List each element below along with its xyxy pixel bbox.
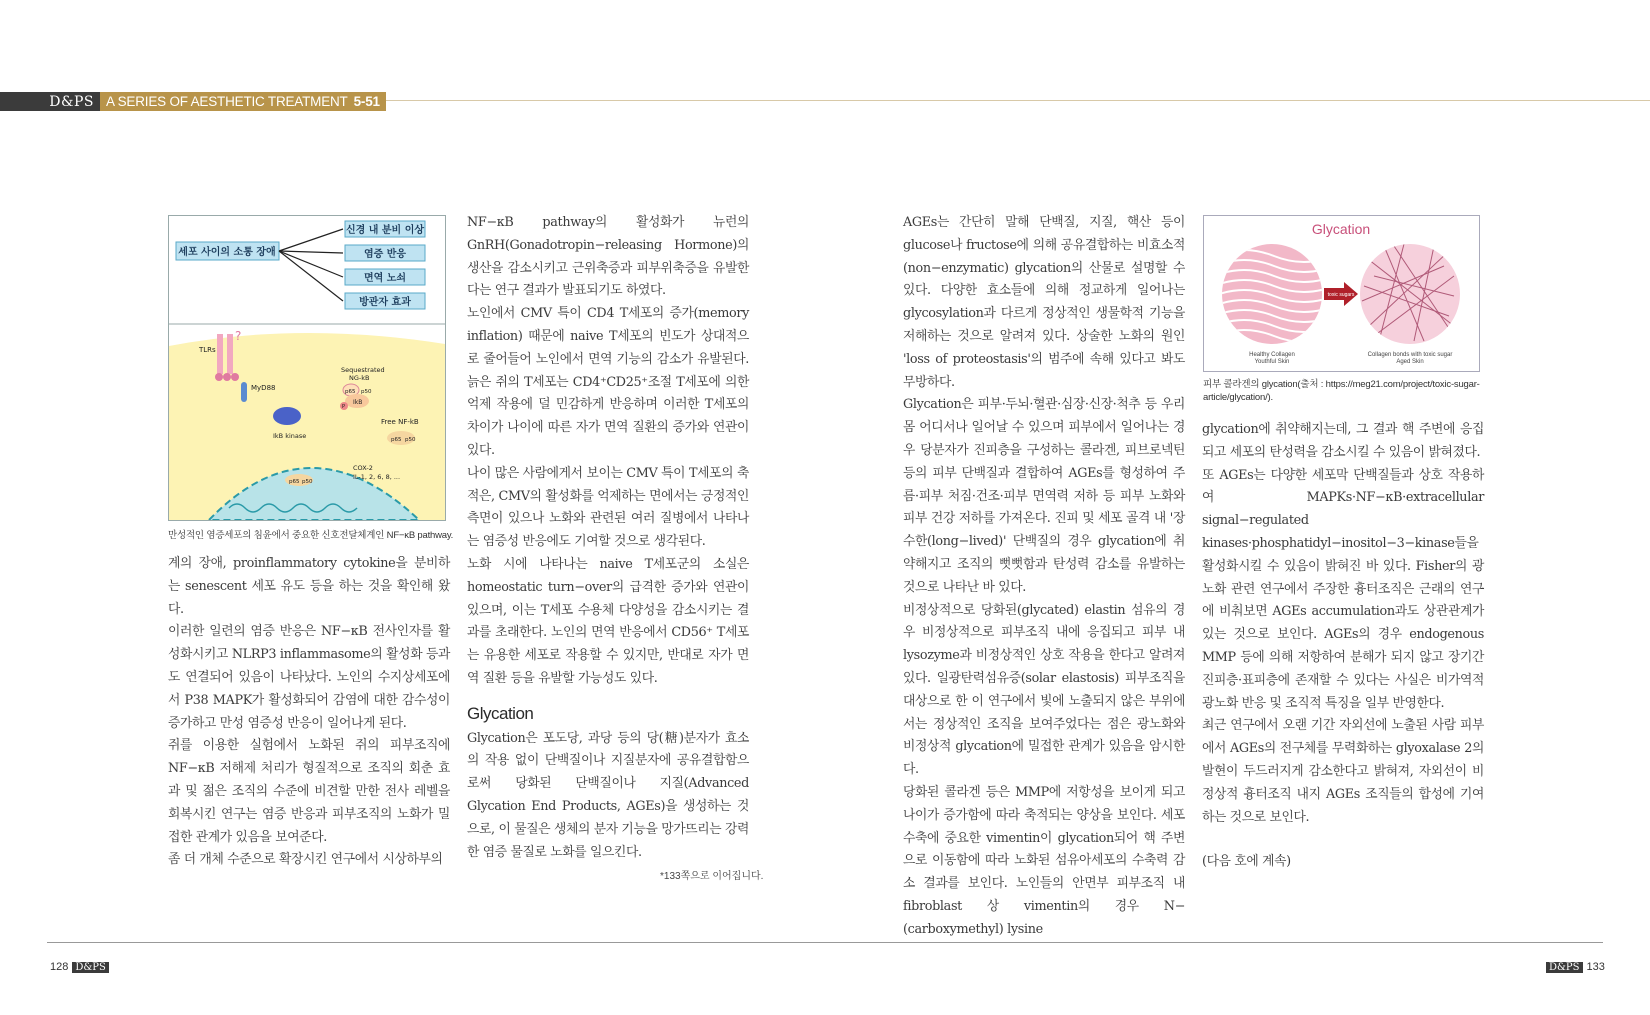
- tlr-receptor-2: [227, 334, 233, 374]
- free-nfkb-label: Free NF-kB: [381, 418, 419, 426]
- left-page-number: 128: [50, 961, 69, 973]
- effect-label-3: 면역 노쇠: [363, 273, 407, 284]
- glycation-heading: Glycation: [467, 703, 534, 723]
- glycation-illustration: [1204, 216, 1479, 371]
- right-page-number: 133: [1586, 961, 1605, 973]
- paragraph: 노인에서 CMV 특이 CD4 T세포의 증가(memory inflation) 때문에 naive T세포의 빈도가 상대적으로 줄어들어 노인에서 면역 기능의 감소가 유발된다. 늙은 쥐의 T세포는 CD4⁺CD25⁺조절 T세포에 의한 억제 작용에 덜 민감하게 반응하며 이러한 T세포의 차이가 나이에 따른 자가 면역 질환의 증가와 연관이 있다.: [467, 306, 749, 458]
- text-column-2: [467, 212, 749, 864]
- paragraph: (다음 호에 계속): [1202, 854, 1291, 870]
- paragraph: NF−κB pathway의 활성화가 뉴런의 GnRH(Gonadotropin−releasing Hormone)의 생산을 감소시키고 근위축증과 피부위축증을 유발한다는 연구 결과가 발표되기도 하였다.: [467, 215, 749, 299]
- paragraph: 쥐를 이용한 실험에서 노화된 쥐의 피부조직에 NF−κB 저해제 처리가 형질적으로 조직의 회춘 효과 및 젊은 조직의 수준에 비견할 만한 전사 레벨을 회복시킨 연구는 염증 반응과 피부조직의 노화가 밀접한 관계가 있음을 보여준다.: [168, 738, 450, 845]
- text-column-3: [903, 212, 1185, 942]
- right-page-footer: [1546, 961, 1605, 973]
- tlrs-label: TLRs: [199, 346, 216, 354]
- paragraph: 이러한 일련의 염증 반응은 NF−κB 전사인자를 활성화시키고 NLRP3 inflammasome의 활성화 등과도 연결되어 있음이 나타났다. 노인의 수지상세포에서 P38 MAPK가 활성화되어 감염에 대한 감수성이 증가하고 만성 염증성 반응이 일어나게 된다.: [168, 624, 450, 731]
- brand-logo: D&PS: [0, 92, 100, 111]
- series-name: A SERIES OF AESTHETIC TREATMENT: [106, 94, 348, 109]
- sequestered-label: Sequestrated: [341, 366, 385, 374]
- nuclear-p50-label: p50: [302, 479, 313, 485]
- footer-logo: D&PS: [72, 962, 109, 973]
- source-arrows: [279, 229, 343, 301]
- effect-label-1: 신경 내 분비 이상: [345, 225, 425, 236]
- text-column-4: [1202, 419, 1484, 874]
- paragraph: 계의 장애, proinflammatory cytokine을 분비하는 senescent 세포 유도 등을 하는 것을 확인해 왔다.: [168, 556, 450, 617]
- footer-logo: D&PS: [1546, 962, 1583, 973]
- p65-label: p65: [345, 389, 356, 395]
- il-label: IL-1, 2, 6, 8, ...: [353, 473, 401, 481]
- myd88-protein: [241, 382, 247, 402]
- free-p50-label: p50: [405, 437, 416, 443]
- ngkb-label: NG-kB: [349, 374, 370, 382]
- cox2-label: COX-2: [353, 464, 373, 472]
- text-column-1: [168, 553, 450, 872]
- continued-note: *133쪽으로 이어집니다.: [660, 871, 764, 882]
- question-mark: ?: [235, 329, 242, 343]
- free-p65-label: p65: [391, 437, 402, 443]
- ikb-kinase-label: IkB kinase: [273, 432, 307, 440]
- healthy-collagen-circle: [1222, 244, 1322, 344]
- ikb-kinase-shape: [273, 407, 301, 425]
- ikb-label: IkB: [353, 399, 363, 406]
- paragraph: 나이 많은 사람에게서 보이는 CMV 특이 T세포의 축적은, CMV의 활성화를 억제하는 면에서는 긍정적인 측면이 있으나 노화와 관련된 여러 질병에서 나타나는 염증성 반응에도 기여할 것으로 생각된다.: [467, 465, 749, 550]
- left-page-footer: [50, 961, 109, 973]
- glycation-figure: [1203, 215, 1480, 372]
- paragraph: 당화된 콜라겐 등은 MMP에 저항성을 보이게 되고 나이가 증가함에 따라 축적되는 양상을 보인다. 세포 수축에 중요한 vimentin이 glycation되어 핵 주변으로 이동함에 따라 노화된 섬유아세포의 수축력 감소 결과를 보인다. 노인들의 안면부 피부조직 내 fibroblast 상 vimentin의 경우 N−(carboxymethyl) lysine: [903, 784, 1185, 937]
- footer-rule: [47, 942, 1603, 943]
- effect-boxes: [345, 221, 425, 309]
- paragraph: Glycation은 피부·두뇌·혈관·심장·신장·척추 등 우리 몸 어디서나 일어날 수 있으며 피부에서 일어나는 경우 당분자가 진피층을 구성하는 콜라겐, 피브로넥틴 등의 피부 단백질과 결합하여 AGEs를 형성하여 주름·피부 처짐·건조·피부 면역력 저하 등 피부 노화와 피부 건강 저하를 가져온다. 진피 및 세포 골격 내 '장수한(long−lived)' 단백질의 경우 glycation에 취약해지고 조직의 뻣뻣함과 탄성력 감소를 유발하는 것으로 나타난 바 있다.: [903, 397, 1185, 595]
- paragraph: AGEs는 간단히 말해 단백질, 지질, 핵산 등이 glucose나 fructose에 의해 공유결합하는 비효소적(non−enzymatic) glycation의 산물로 설명할 수 있다. 다양한 효소들에 의해 정교하게 일어나는 glycosylation과 다르게 정상적인 생물학적 기능을 저해하는 것으로 알려져 있다. 상술한 노화의 원인 'loss of proteostasis'의 범주에 속해 있다고 봐도 무방하다.: [903, 215, 1185, 390]
- tlr-dot-2: [223, 373, 231, 381]
- nfkb-figure-caption: 만성적인 염증세포의 침윤에서 중요한 신호전달체계인 NF−κB pathway.: [168, 530, 454, 541]
- paragraph: 비정상적으로 당화된(glycated) elastin 섬유의 경우 비정상적으로 피부조직 내에 응집되고 피부 내 lysozyme과 비정상적인 상호 작용을 한다고 알려져 있다. 일광탄력섬유증(solar elastosis) 피부조직을 대상으로 한 이 연구에서 빛에 노출되지 않은 부위에서는 정상적인 조직을 보여주었다는 점은 광노화와 비정상적 glycation에 밀접한 관계가 있음을 암시한다.: [903, 602, 1185, 778]
- series-title: [100, 92, 386, 111]
- p50-label: p50: [361, 389, 372, 395]
- tlr-receptor-1: [217, 334, 223, 374]
- effect-label-4: 방관자 효과: [359, 297, 411, 308]
- aged-label-1: Collagen bonds with toxic sugar: [1367, 352, 1453, 358]
- tlr-dot-1: [215, 373, 223, 381]
- paragraph: 좀 더 개체 수준으로 확장시킨 연구에서 시상하부의: [168, 852, 443, 868]
- healthy-label-1: Healthy Collagen: [1249, 352, 1295, 358]
- effect-label-2: 염증 반응: [363, 249, 407, 260]
- nuclear-p65-label: p65: [289, 479, 300, 485]
- series-banner: [0, 92, 386, 111]
- aged-label-2: Aged Skin: [1396, 359, 1424, 365]
- paragraph: 또 AGEs는 다양한 세포막 단백질들과 상호 작용하여 MAPKs·NF−κB·extracellular signal−regulated kinases·phosphatidyl−inositol−3−kinase들을 활성화시킬 수 있음이 밝혀진 바 있다. Fisher의 광노화 관련 연구에서 주장한 흉터조직은 근래의 연구에 비춰보면 AGEs accumulation과도 상관관계가 있는 것으로 보인다. AGEs의 경우 endogenous MMP 등에 의해 저항하여 분해가 되지 않고 장기간 진피층·표피층에 존재할 수 있다는 사실은 비가역적 광노화 반응 및 조직적 특징을 일부 반영한다.: [1202, 467, 1484, 711]
- glycation-figure-caption: 피부 콜라겐의 glycation(출처 : https://meg21.com/project/toxic-sugar-article/glycation/).: [1203, 379, 1480, 403]
- phospho-label: P: [342, 404, 346, 410]
- myd88-label: MyD88: [251, 384, 276, 392]
- source-label: 세포 사이의 소통 장애: [178, 247, 276, 258]
- header-rule: [350, 100, 1650, 101]
- healthy-label-2: Youthful Skin: [1254, 359, 1290, 365]
- nfkb-figure: [168, 215, 446, 521]
- paragraph: Glycation은 포도당, 과당 등의 당(糖)분자가 효소의 작용 없이 단백질이나 지질분자에 공유결합함으로써 당화된 단백질이나 지질(Advanced Glycation End Products, AGEs)을 생성하는 것으로, 이 물질은 생체의 분자 기능을 망가뜨리는 강력한 염증 물질로 노화를 일으킨다.: [467, 730, 749, 860]
- paragraph: 노화 시에 나타나는 naive T세포군의 소실은 homeostatic turn−over의 급격한 증가와 연관이 있으며, 이는 T세포 수용체 다양성을 감소시키는 결과를 초래한다. 노인의 면역 반응에서 CD56⁺ T세포는 유용한 세포로 작용할 수 있지만, 반대로 자가 면역 질환 등을 유발할 가능성도 있다.: [467, 556, 749, 686]
- tlr-dot-3: [231, 373, 239, 381]
- paragraph: 최근 연구에서 오랜 기간 자외선에 노출된 사람 피부에서 AGEs의 전구체를 무력화하는 glyoxalase 2의 발현이 두드러지게 감소한다고 밝혀져, 자외선이 비정상적 흉터조직 내지 AGEs 조직들의 합성에 기여하는 것으로 보인다.: [1202, 718, 1484, 825]
- series-issue: 5-51: [353, 94, 380, 109]
- glycation-title: Glycation: [1311, 221, 1371, 237]
- arrow-label: toxic sugars: [1327, 292, 1355, 298]
- paragraph: glycation에 취약해지는데, 그 결과 핵 주변에 응집되고 세포의 탄성력을 감소시킬 수 있음이 밝혀졌다.: [1202, 422, 1484, 460]
- nfkb-diagram: [169, 216, 445, 520]
